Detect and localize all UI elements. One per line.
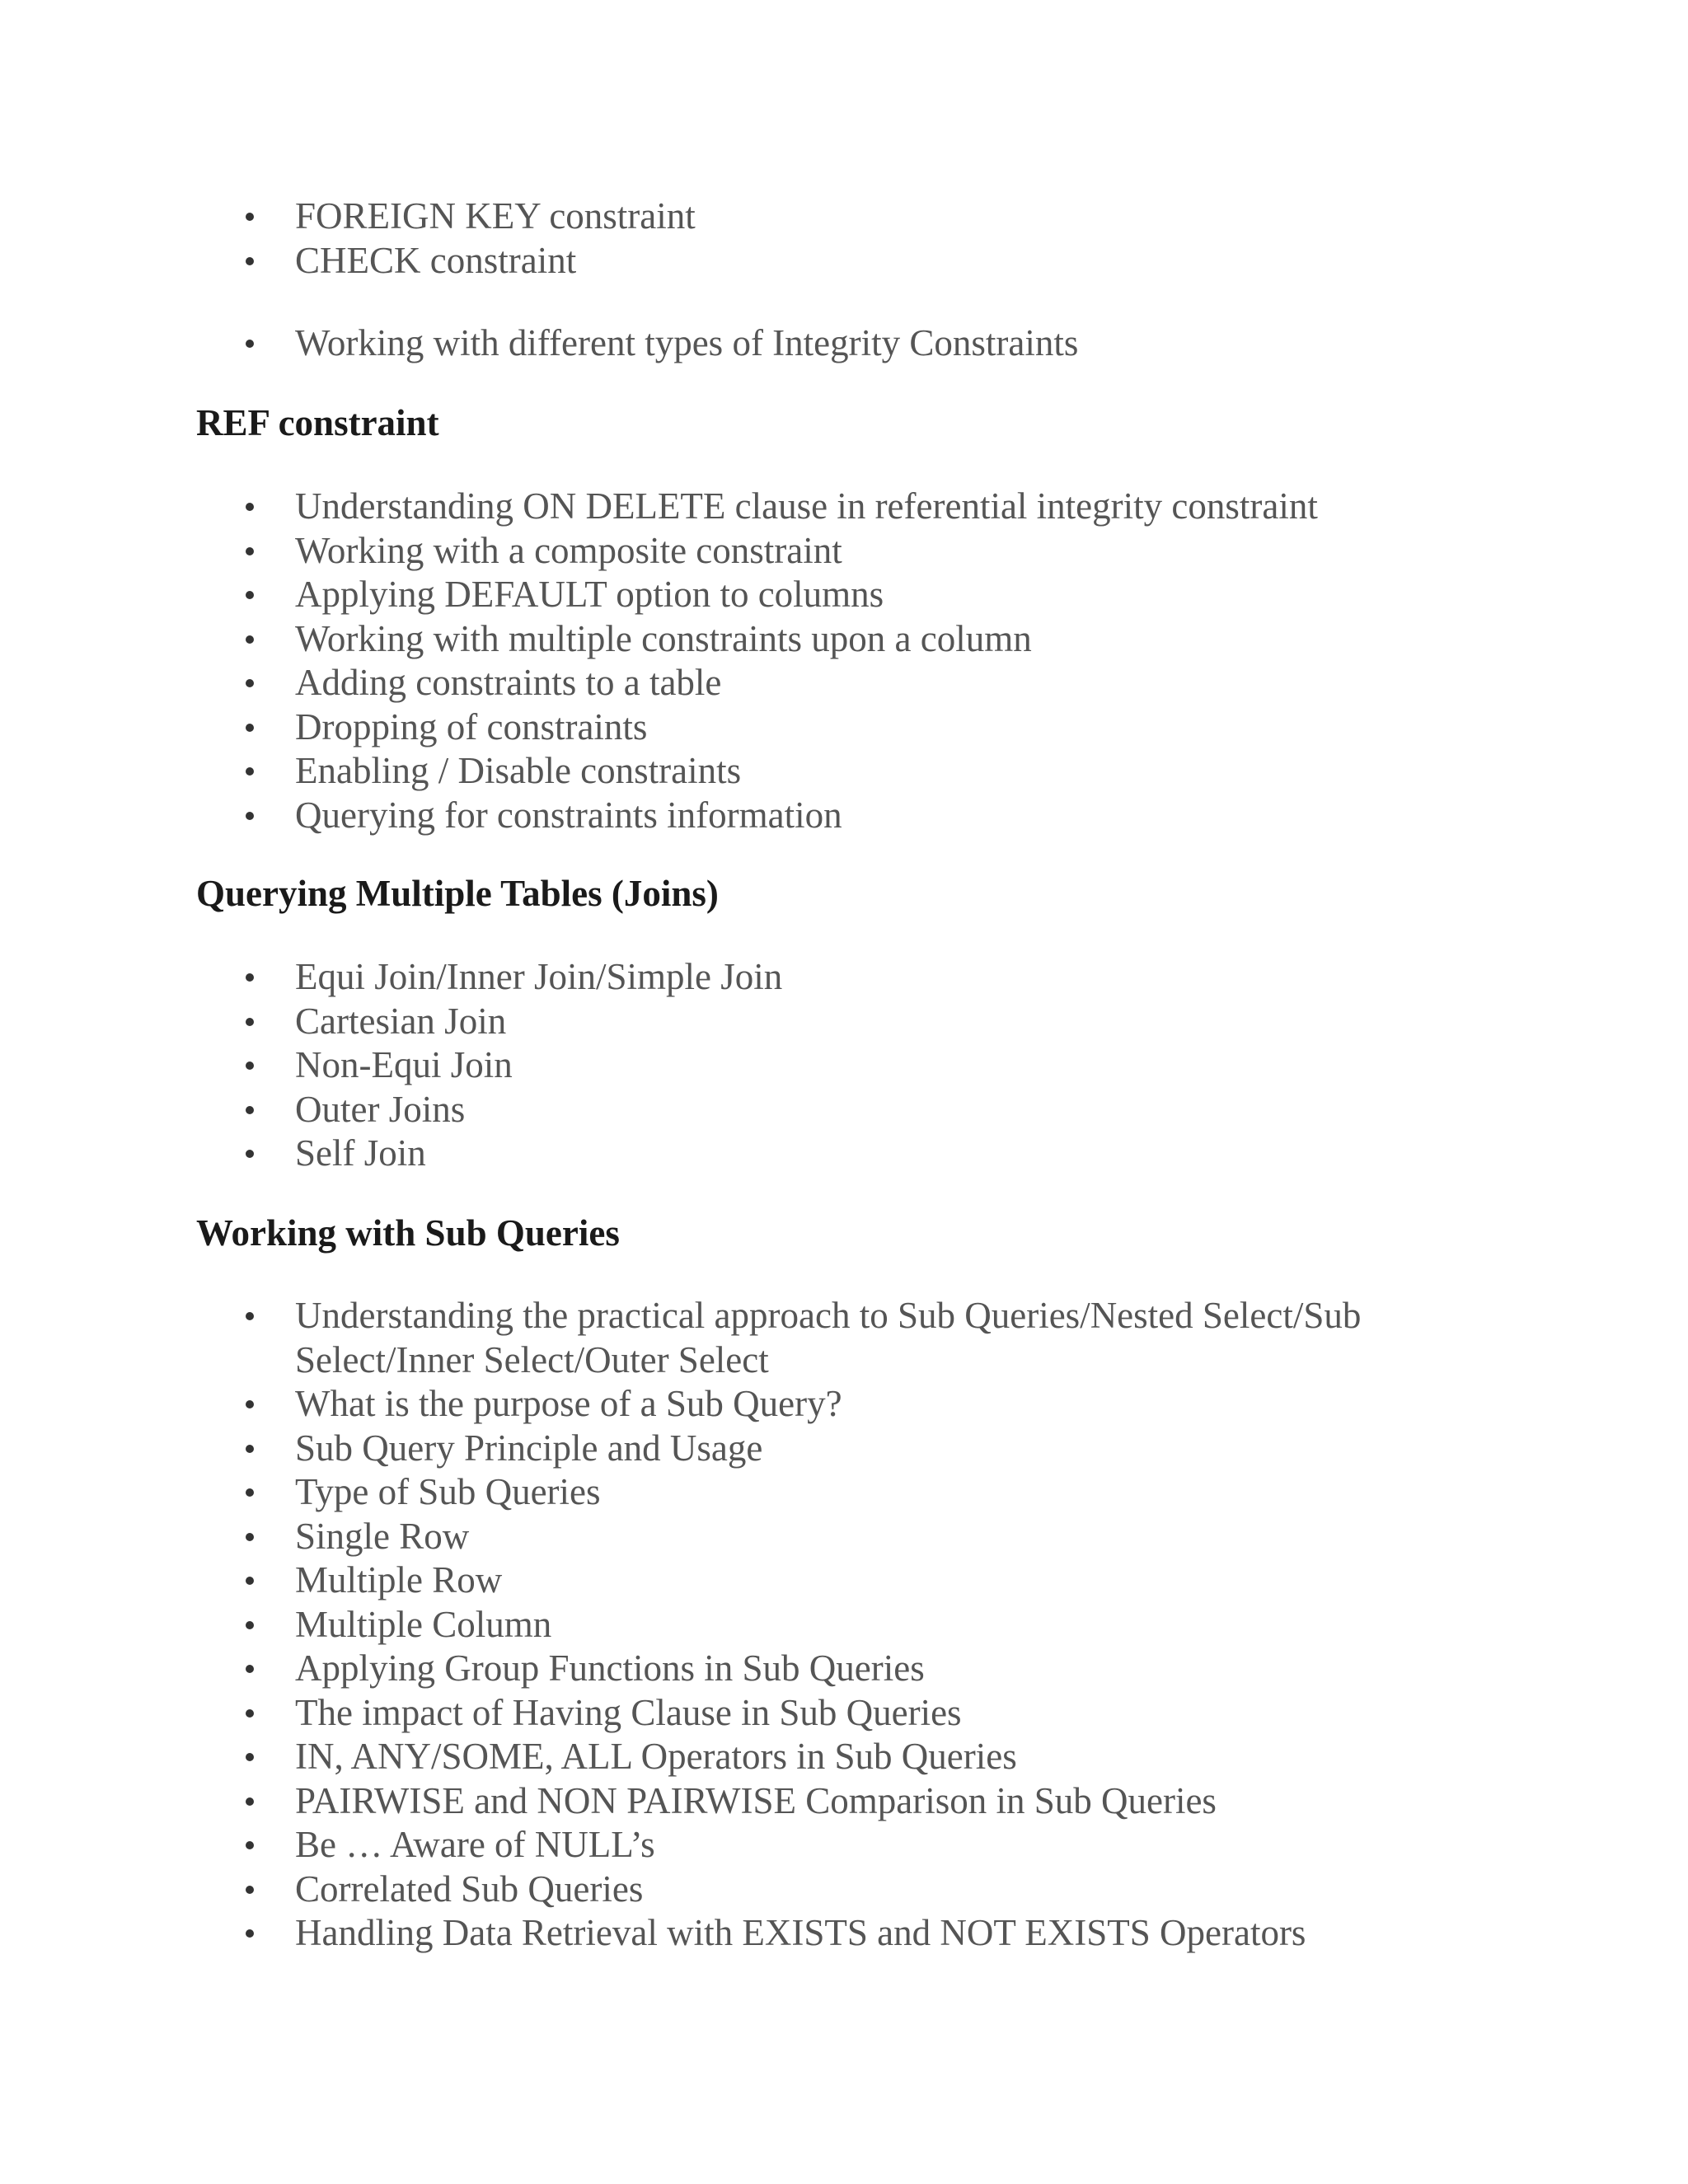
- list-item-text: Working with different types of Integrity Constraints: [295, 322, 1079, 363]
- list-item-text: Applying DEFAULT option to columns: [295, 574, 884, 615]
- list-item: [196, 1691, 1482, 1736]
- list-item: [196, 1911, 1482, 1956]
- list-item-text: Querying for constraints information: [295, 794, 842, 836]
- list-item: [196, 1515, 1482, 1559]
- bullet-icon: [246, 591, 254, 599]
- list-item-text: Non-Equi Join: [295, 1044, 513, 1085]
- list-item-text: Adding constraints to a table: [295, 662, 722, 703]
- list-item: [196, 1132, 1482, 1176]
- bullet-icon: [246, 973, 254, 982]
- list-item-text: Enabling / Disable constraints: [295, 750, 742, 791]
- list-item-text: Equi Join/Inner Join/Simple Join: [295, 956, 783, 997]
- list-item-text: What is the purpose of a Sub Query?: [295, 1383, 842, 1424]
- list-item: [196, 1000, 1482, 1044]
- bullet-icon: [246, 1841, 254, 1849]
- list-item: [196, 1603, 1482, 1647]
- list-item-text: IN, ANY/SOME, ALL Operators in Sub Queries: [295, 1736, 1017, 1777]
- bullet-icon: [246, 679, 254, 687]
- bullet-icon: [246, 1886, 254, 1894]
- list-item-text: PAIRWISE and NON PAIRWISE Comparison in Sub Queries: [295, 1779, 1217, 1821]
- list-item: [196, 321, 1482, 366]
- bullet-icon: [246, 1062, 254, 1070]
- bullet-icon: [246, 812, 254, 820]
- bullet-icon: [246, 1150, 254, 1158]
- list-item: [196, 573, 1482, 617]
- list-item: [196, 661, 1482, 705]
- bullet-icon: [246, 1445, 254, 1453]
- list-item-text: FOREIGN KEY constraint: [295, 195, 696, 237]
- bullet-icon: [246, 503, 254, 511]
- ref-constraint-heading: REF constraint: [196, 402, 439, 443]
- list-item-text: The impact of Having Clause in Sub Queries: [295, 1691, 962, 1733]
- list-item-text: Type of Sub Queries: [295, 1471, 601, 1512]
- list-item-text: Cartesian Join: [295, 1000, 507, 1042]
- list-item: [196, 239, 1482, 284]
- list-item: [196, 1382, 1482, 1427]
- bullet-icon: [246, 1400, 254, 1408]
- list-item-text: Dropping of constraints: [295, 705, 648, 748]
- list-item: [196, 705, 1482, 750]
- bullet-icon: [246, 1018, 254, 1026]
- bullet-icon: [246, 1312, 254, 1320]
- list-item: [196, 194, 1482, 239]
- list-item: [196, 1470, 1482, 1515]
- list-item-text: Working with multiple constraints upon a column: [295, 617, 1032, 659]
- bullet-icon: [246, 767, 254, 776]
- list-item-text: Single Row: [295, 1515, 470, 1557]
- bullet-icon: [246, 547, 254, 555]
- list-item: [196, 1294, 1482, 1382]
- bullet-icon: [246, 257, 254, 265]
- list-item: [196, 1647, 1482, 1691]
- integrity-list: [196, 321, 1482, 366]
- list-item: [196, 485, 1482, 529]
- list-item: [196, 955, 1482, 1000]
- list-item-text: Multiple Row: [295, 1559, 503, 1601]
- bullet-icon: [246, 1533, 254, 1541]
- list-item-text: Multiple Column: [295, 1603, 552, 1645]
- list-item: [196, 1558, 1482, 1603]
- list-item-text: Correlated Sub Queries: [295, 1868, 644, 1910]
- list-item-text: Be … Aware of NULL’s: [295, 1824, 655, 1865]
- list-item: [196, 749, 1482, 794]
- list-item: [196, 529, 1482, 574]
- list-item-text: Understanding ON DELETE clause in referential integrity constraint: [295, 485, 1318, 527]
- bullet-icon: [246, 1797, 254, 1806]
- list-item: [196, 1088, 1482, 1132]
- list-item-text: Outer Joins: [295, 1088, 466, 1130]
- bullet-icon: [246, 1577, 254, 1585]
- list-item-text: Handling Data Retrieval with EXISTS and NOT EXISTS Operators: [295, 1912, 1306, 1953]
- bullet-icon: [246, 1929, 254, 1938]
- list-item: [196, 794, 1482, 838]
- list-item: [196, 1823, 1482, 1868]
- list-item-text: Self Join: [295, 1132, 426, 1174]
- subqueries-list: [196, 1294, 1482, 1956]
- bullet-icon: [246, 724, 254, 732]
- bullet-icon: [246, 635, 254, 644]
- list-item: [196, 1043, 1482, 1088]
- list-item-text: Applying Group Functions in Sub Queries: [295, 1647, 925, 1689]
- bullet-icon: [246, 213, 254, 221]
- constraint-list-top: [196, 194, 1482, 283]
- ref-constraint-list: [196, 485, 1482, 837]
- list-item-text: Working with a composite constraint: [295, 529, 842, 571]
- bullet-icon: [246, 1106, 254, 1114]
- list-item: [196, 1868, 1482, 1912]
- list-item-text: Sub Query Principle and Usage: [295, 1427, 763, 1469]
- bullet-icon: [246, 1488, 254, 1497]
- list-item: [196, 617, 1482, 662]
- list-item-text: Understanding the practical approach to Sub Queries/Nested Select/Sub Select/Inner Select/Outer Select: [295, 1295, 1362, 1380]
- subqueries-heading: Working with Sub Queries: [196, 1212, 620, 1254]
- bullet-icon: [246, 1709, 254, 1718]
- bullet-icon: [246, 340, 254, 348]
- list-item: [196, 1779, 1482, 1824]
- list-item-text: CHECK constraint: [295, 239, 577, 281]
- joins-list: [196, 955, 1482, 1176]
- bullet-icon: [246, 1753, 254, 1761]
- list-item: [196, 1427, 1482, 1471]
- list-item: [196, 1735, 1482, 1779]
- bullet-icon: [246, 1621, 254, 1629]
- bullet-icon: [246, 1665, 254, 1673]
- joins-heading: Querying Multiple Tables (Joins): [196, 873, 719, 914]
